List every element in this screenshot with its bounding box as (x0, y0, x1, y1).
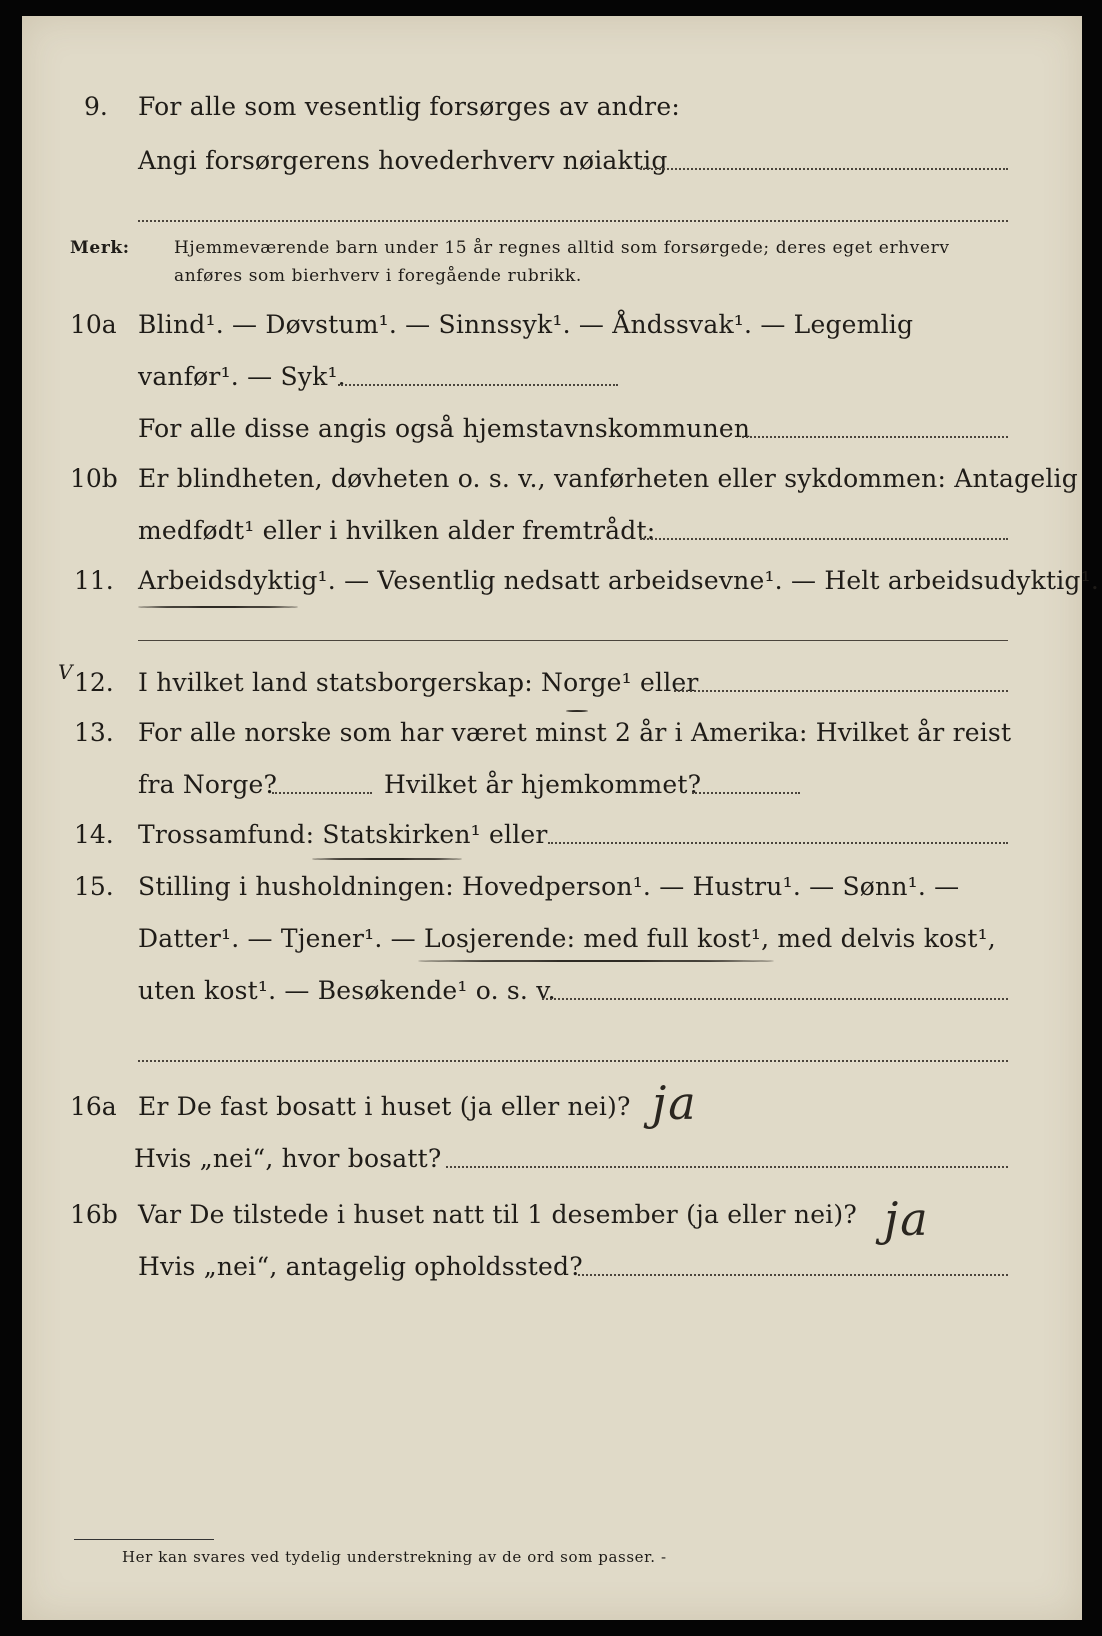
q15-line2: Datter¹. — Tjener¹. — Losjerende: med full kost¹, med delvis kost¹, (138, 924, 996, 953)
q10b-line2: medfødt¹ eller i hvilken alder fremtrådt: (138, 516, 656, 545)
q15-line1: Stilling i husholdningen: Hovedperson¹. — Hustru¹. — Sønn¹. — (138, 872, 960, 901)
q15-number: 15. (74, 872, 114, 901)
q10a-line1: Blind¹. — Døvstum¹. — Sinnssyk¹. — Åndssvak¹. — Legemlig (138, 310, 914, 339)
census-form-page (22, 16, 1099, 1620)
q10a-answer-field[interactable] (338, 384, 618, 386)
q13-line1: For alle norske som har været minst 2 år i Amerika: Hvilket år reist (138, 718, 1012, 747)
q10a-number: 10a (70, 310, 117, 339)
q14-line1: Trossamfund: Statskirken¹ eller (138, 820, 548, 849)
q12-number: 12. (74, 668, 114, 697)
q12-handwritten-mark (566, 710, 588, 712)
q16b-whereabouts-field[interactable] (578, 1274, 1008, 1276)
q13-number: 13. (74, 718, 114, 747)
q15-answer-field[interactable] (542, 998, 1008, 1000)
q9-number: 9. (84, 92, 108, 121)
q10b-number: 10b (70, 464, 118, 493)
q10a-line2: vanfør¹. — Syk¹. (138, 362, 346, 391)
q16a-line1: Er De fast bosatt i huset (ja eller nei)? (138, 1092, 631, 1121)
q15-answer-field-2[interactable] (138, 1060, 1008, 1062)
q16a-number: 16a (70, 1092, 117, 1121)
q11-line1: Arbeidsdyktig¹. — Vesentlig nedsatt arbeidsevne¹. — Helt arbeidsudyktig¹. (138, 566, 1099, 595)
q16a-handwritten-answer: ja (652, 1076, 698, 1130)
merk-label: Merk: (70, 238, 130, 258)
q9-line1: For alle som vesentlig forsørges av andre: (138, 92, 680, 121)
q16a-line2: Hvis „nei“, hvor bosatt? (134, 1144, 442, 1173)
q14-handwritten-underline (312, 858, 462, 860)
q13-line2b: Hvilket år hjemkommet? (384, 770, 702, 799)
q16b-line2: Hvis „nei“, antagelig opholdssted? (138, 1252, 583, 1281)
q16b-line1: Var De tilstede i huset natt til 1 desember (ja eller nei)? (138, 1200, 857, 1229)
q14-answer-field[interactable] (548, 842, 1008, 844)
q9-line2: Angi forsørgerens hovederhverv nøiaktig (138, 146, 668, 175)
q16a-residence-field[interactable] (446, 1166, 1008, 1168)
q11-handwritten-underline (138, 606, 298, 608)
q13-line2a: fra Norge? (138, 770, 278, 799)
q10b-answer-field[interactable] (640, 538, 1008, 540)
q10a-home-municipality-field[interactable] (742, 436, 1008, 438)
footnote: Her kan svares ved tydelig understrekning av de ord som passer. - (122, 1548, 667, 1566)
merk-line1: Hjemmeværende barn under 15 år regnes alltid som forsørgede; deres eget erhverv (174, 238, 950, 258)
q12-answer-field[interactable] (674, 690, 1008, 692)
q12-check-mark: V (58, 660, 73, 684)
q9-answer-field[interactable] (640, 168, 1008, 170)
footnote-rule (74, 1539, 214, 1540)
q15-handwritten-underline (418, 960, 774, 962)
q10a-line3: For alle disse angis også hjemstavnskommunen (138, 414, 751, 443)
q16b-number: 16b (70, 1200, 118, 1229)
q9-answer-field-2[interactable] (138, 220, 1008, 222)
q10b-line1: Er blindheten, døvheten o. s. v., vanførheten eller sykdommen: Antagelig (138, 464, 1078, 493)
q13-year-returned-field[interactable] (692, 792, 800, 794)
merk-line2: anføres som bierhverv i foregående rubrikk. (174, 266, 582, 286)
q12-line1: I hvilket land statsborgerskap: Norge¹ eller (138, 668, 699, 697)
q13-year-left-field[interactable] (272, 792, 372, 794)
q14-number: 14. (74, 820, 114, 849)
q15-line3: uten kost¹. — Besøkende¹ o. s. v. (138, 976, 556, 1005)
q11-number: 11. (74, 566, 114, 595)
q11-answer-field[interactable] (138, 640, 1008, 641)
q16b-handwritten-answer: ja (884, 1192, 930, 1246)
